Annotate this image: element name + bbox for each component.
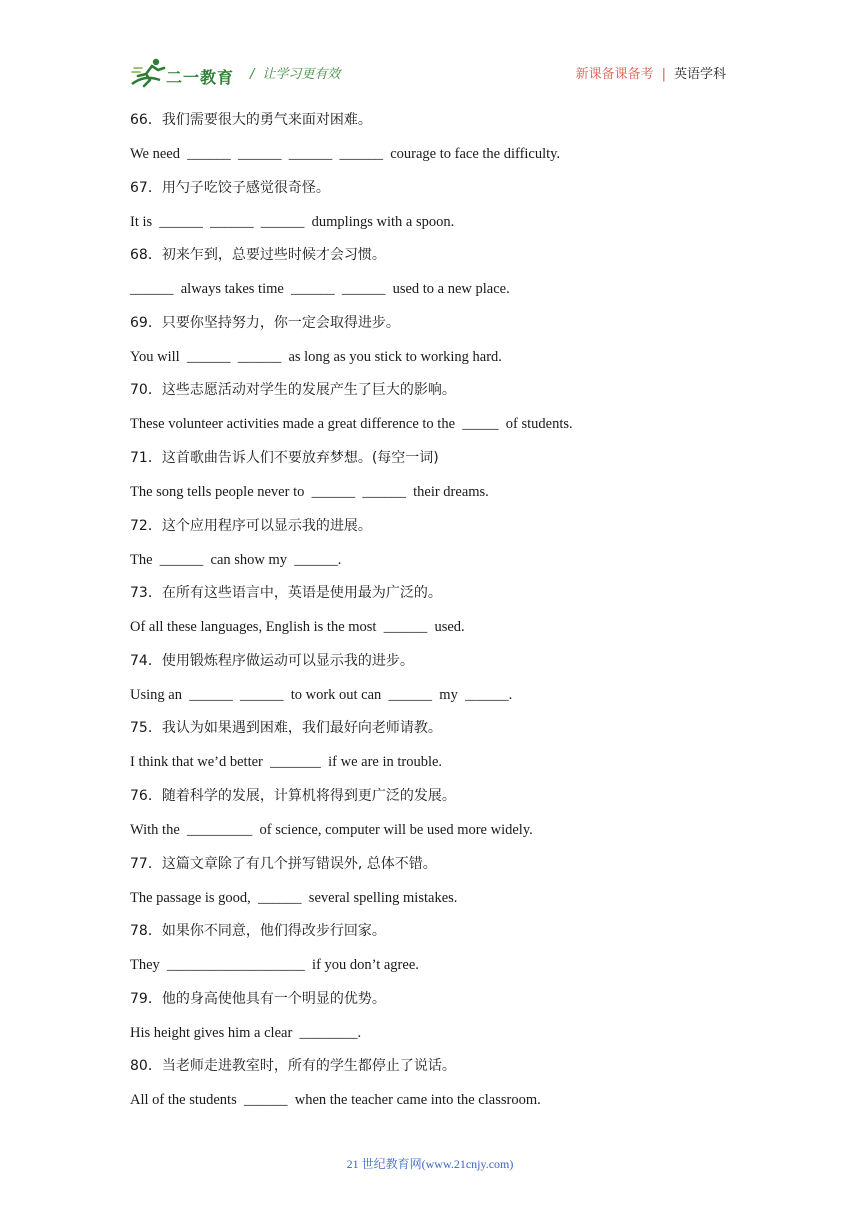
question-english: Using an ______ ______ to work out can ______ my ______. xyxy=(130,686,513,703)
question-english: The passage is good, ______ several spelling mistakes. xyxy=(130,889,458,906)
question-chinese: 71．这首歌曲告诉人们不要放弃梦想。(每空一词) xyxy=(130,449,439,466)
slogan-divider-icon: / xyxy=(250,67,255,82)
question-english: It is ______ ______ ______ dumplings with a spoon. xyxy=(130,213,455,230)
question-item xyxy=(130,447,750,515)
question-chinese: 77．这篇文章除了有几个拼写错误外, 总体不错。 xyxy=(130,855,437,872)
question-item xyxy=(130,109,750,177)
question-item xyxy=(130,988,750,1056)
question-english: They ___________________ if you don’t agree. xyxy=(130,957,419,974)
question-english: His height gives him a clear ________. xyxy=(130,1024,362,1041)
brand-logo xyxy=(130,56,258,90)
question-chinese: 70．这些志愿活动对学生的发展产生了巨大的影响。 xyxy=(130,382,456,399)
question-item xyxy=(130,920,750,988)
question-item xyxy=(130,312,750,380)
question-chinese: 72．这个应用程序可以显示我的进展。 xyxy=(130,517,372,534)
question-chinese: 75．我认为如果遇到困难，我们最好向老师请教。 xyxy=(130,720,442,737)
question-english: The ______ can show my ______. xyxy=(130,551,342,568)
runner-icon xyxy=(130,56,170,90)
question-item xyxy=(130,785,750,853)
question-chinese: 74．使用锻炼程序做运动可以显示我的进步。 xyxy=(130,652,414,669)
subject-tag: 英语学科 xyxy=(673,67,726,82)
slogan-text: 让学习更有效 xyxy=(262,67,341,82)
question-chinese: 68．初来乍到，总要过些时候才会习惯。 xyxy=(130,247,386,264)
course-tag: 新课备课备考 xyxy=(575,67,654,82)
question-list xyxy=(130,109,750,1123)
question-item xyxy=(130,244,750,312)
question-chinese: 79．他的身高使他具有一个明显的优势。 xyxy=(130,990,386,1007)
question-item xyxy=(130,177,750,245)
question-item xyxy=(130,379,750,447)
slogan xyxy=(250,63,340,82)
question-chinese: 78．如果你不同意，他们得改步行回家。 xyxy=(130,923,386,940)
page-footer: 21 世纪教育网(www.21cnjy.com) xyxy=(346,1157,514,1171)
question-chinese: 69．只要你坚持努力，你一定会取得进步。 xyxy=(130,314,400,331)
question-chinese: 67．用勺子吃饺子感觉很奇怪。 xyxy=(130,179,330,196)
logo-text: 二一教育 xyxy=(166,68,235,87)
question-item xyxy=(130,717,750,785)
question-english: With the _________ of science, computer will be used more widely. xyxy=(130,821,533,838)
question-item xyxy=(130,650,750,718)
question-english: You will ______ ______ as long as you stick to working hard. xyxy=(130,348,502,365)
page-header xyxy=(130,52,730,92)
question-english: All of the students ______ when the teacher came into the classroom. xyxy=(130,1092,541,1109)
question-item xyxy=(130,1055,750,1123)
question-english: We need ______ ______ ______ ______ courage to face the difficulty. xyxy=(130,146,561,162)
question-english: Of all these languages, English is the most ______ used. xyxy=(130,619,465,636)
question-item xyxy=(130,582,750,650)
question-chinese: 66．我们需要很大的勇气来面对困难。 xyxy=(130,112,372,128)
question-english: These volunteer activities made a great difference to the _____ of students. xyxy=(130,416,573,433)
question-chinese: 73．在所有这些语言中，英语是使用最为广泛的。 xyxy=(130,585,442,602)
question-english: I think that we’d better _______ if we are in trouble. xyxy=(130,754,443,771)
question-chinese: 76．随着科学的发展，计算机将得到更广泛的发展。 xyxy=(130,787,456,804)
question-english: ______ always takes time ______ ______ used to a new place. xyxy=(130,281,510,298)
question-english: The song tells people never to ______ ______ their dreams. xyxy=(130,483,489,500)
header-tags xyxy=(576,63,726,82)
question-item xyxy=(130,853,750,921)
question-item xyxy=(130,515,750,583)
question-chinese: 80．当老师走进教室时，所有的学生都停止了说话。 xyxy=(130,1058,456,1075)
header-separator: | xyxy=(661,67,666,82)
